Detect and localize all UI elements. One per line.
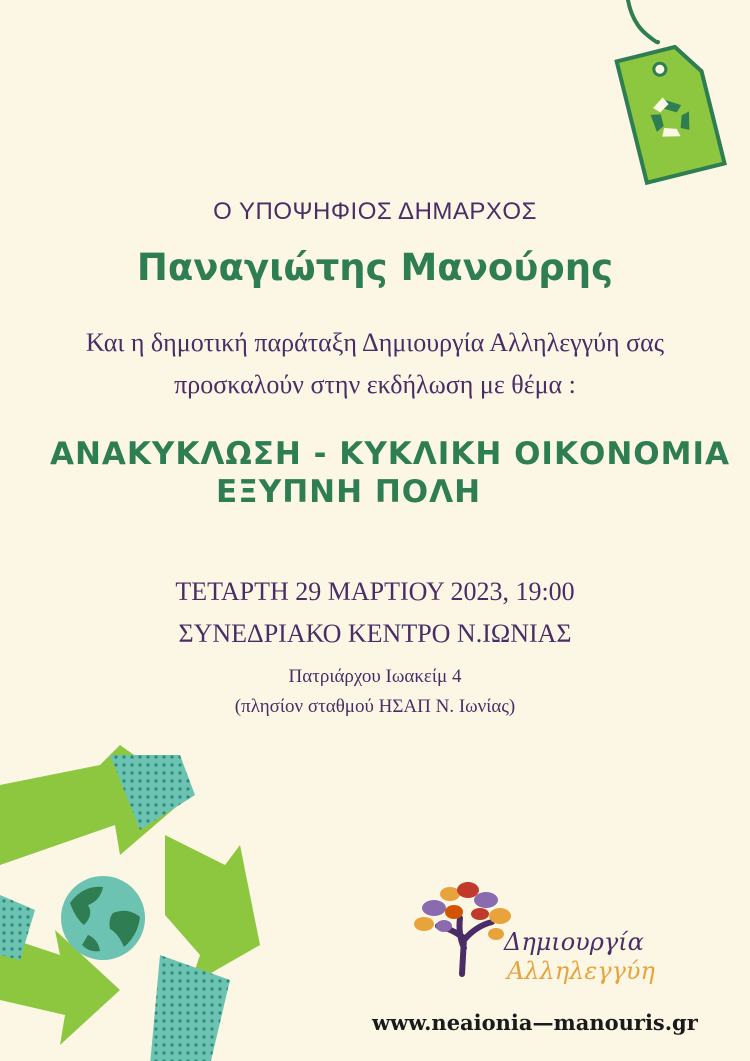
recycle-arrows-icon [0, 745, 300, 1061]
eyebrow-title: Ο ΥΠΟΨΗΦΙΟΣ ΔΗΜΑΡΧΟΣ [213, 198, 537, 225]
theme-line-1: ΑΝΑΚΥΚΛΩΣΗ - ΚΥΚΛΙΚΗ ΟΙΚΟΝΟΜΙΑ [49, 436, 731, 472]
theme-line-2: ΕΞΥΠΝΗ ΠΟΛΗ [216, 474, 482, 510]
candidate-name: Παναγιώτης Μανούρης [136, 246, 614, 289]
logo-line-1: Δημιουργία [504, 928, 644, 956]
logo-line-2: Αλληλεγγύη [507, 957, 655, 985]
invitation-line-1: Και η δημοτική παράταξη Δημιουργία Αλληλεγγύη σας [85, 328, 665, 357]
event-address: Πατριάρχου Ιωακείμ 4 [288, 666, 462, 687]
event-venue: ΣΥΝΕΔΡΙΑΚΟ ΚΕΝΤΡΟ Ν.ΙΩΝΙΑΣ [178, 619, 572, 648]
event-date-time: ΤΕΤΑΡΤΗ 29 ΜΑΡΤΙΟΥ 2023, 19:00 [175, 577, 575, 606]
invitation-line-2: προσκαλούν στην εκδήλωση με θέμα : [174, 370, 576, 399]
globe-icon [58, 873, 148, 963]
recycle-tag-icon [600, 0, 750, 200]
website-link[interactable]: www.neaionia—manouris.gr [372, 1010, 698, 1035]
event-address-note: (πλησίον σταθμού ΗΣΑΠ Ν. Ιωνίας) [234, 696, 516, 717]
